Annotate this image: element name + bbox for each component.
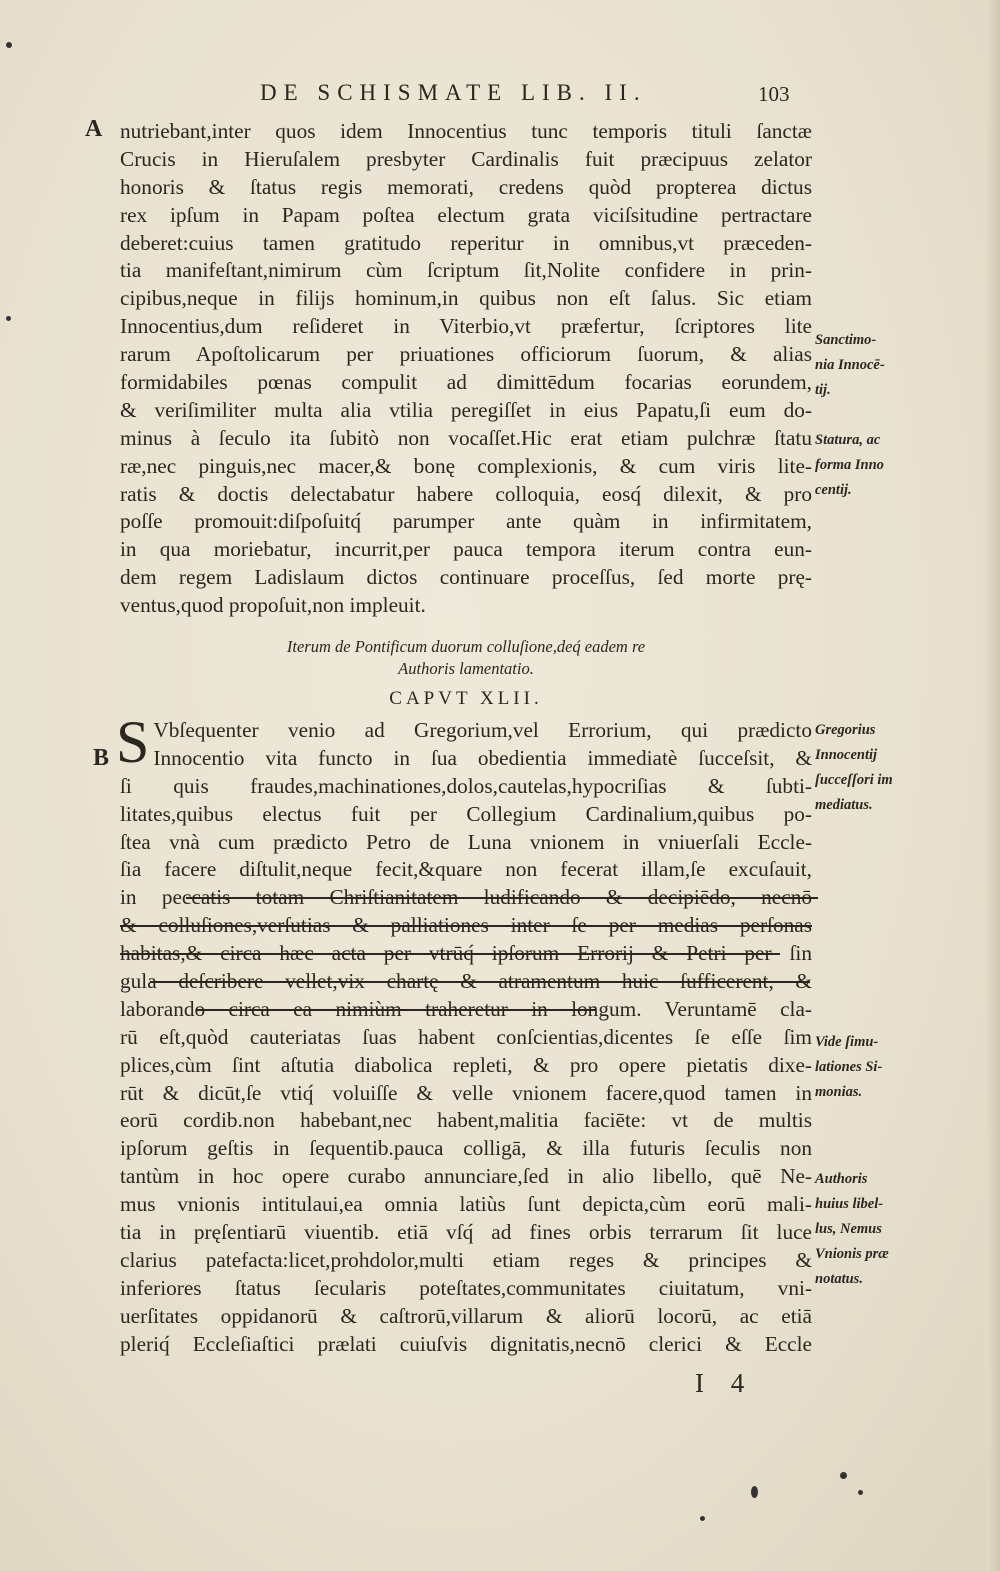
section-mark-b: B	[93, 745, 110, 771]
page-number: 103	[758, 82, 790, 106]
text-line: in peccatis totam Chriſtianitatem ludificando & decipiēdo, necnō	[120, 885, 812, 910]
body-text-part-1	[120, 118, 812, 620]
marginal-note-simulationes: Vide ſimu- lationes Si- monias.	[815, 1034, 883, 1100]
text-line: uerſitates oppidanorū & caſtrorū,villarum & aliorū locorū, ac etiā	[120, 1303, 812, 1328]
text-line: Innocentio vita functo in ſua obedientia immediatè ſucceſsit, &	[153, 745, 812, 770]
strikethrough-line	[186, 897, 818, 899]
ink-speck	[840, 1472, 847, 1479]
text-line: pleriq́ Eccleſiaſtici prælati cuiuſvis dignitatis,necnō clerici & Eccle	[120, 1331, 812, 1356]
body-text-part-2	[116, 709, 812, 1358]
text-line: gula deſcribere vellet,vix chartę & atramentum huic ſufficerent, &	[120, 969, 812, 994]
text-line: ræ,nec pinguis,nec macer,& bonę complexionis, & cum viris lite-	[120, 453, 812, 478]
text-line: minus à ſeculo ita ſubitò non vocaſſet.Hic erat etiam pulchræ ſtatu	[120, 425, 812, 450]
text-line: Vbſequenter venio ad Gregorium,vel Errorium, qui prædicto	[153, 718, 812, 742]
text-line: mus vnionis intitulaui,ea omnia latiùs ſunt depicta,cùm eorū mali-	[120, 1192, 812, 1217]
strikethrough-line	[120, 925, 812, 927]
text-line: cipibus,neque in filijs hominum,in quibus non eſt ſalus. Sic etiam	[120, 286, 812, 311]
ink-speck	[6, 316, 11, 321]
text-line: rūt & dicūt,ſe vtiq́ voluiſſe & velle vnionem facere,quod tamen in	[120, 1080, 812, 1105]
text-line: formidabiles pœnas compulit ad dimittēdum focarias eorundem,	[120, 370, 812, 395]
signature-mark: I 4	[695, 1368, 755, 1398]
chapter-number: CAPVT XLII.	[389, 688, 543, 709]
text-line: tia manifeſtant,nimirum cùm ſcriptum ſit,Nolite confidere in prin-	[120, 258, 812, 283]
text-line: rū eſt,quòd cauteriatas ſuas habent conſcientias,dicentes ſe eſſe ſim	[120, 1024, 812, 1049]
text-line: ipſorum geſtis in ſequentib.pauca colligā, & illa futuris ſeculis non	[120, 1136, 812, 1161]
ink-speck	[751, 1486, 758, 1498]
marginal-note-authoris: Authoris huius libel- lus, Nemus Vnionis præ notatus.	[815, 1171, 889, 1287]
strikethrough-line	[196, 1009, 596, 1011]
strikethrough-line	[120, 953, 780, 955]
text-line: inferiores ſtatus ſecularis poteſtates,communitates ciuitatum, vni-	[120, 1275, 812, 1300]
text-line: nutriebant,inter quos idem Innocentius tunc temporis tituli ſanctæ	[120, 119, 812, 143]
text-line: dem regem Ladislaum dictos continuare proceſſus, ſed morte prę-	[120, 565, 812, 590]
text-line: deberet:cuius tamen gratitudo reperitur in omnibus,vt præceden-	[120, 230, 812, 255]
section-mark-a: A	[85, 116, 103, 142]
text-line: rex ipſum in Papam poſtea electum grata viciſsitudine pertractare	[120, 202, 812, 227]
text-line: rarum Apoſtolicarum per priuationes officiorum ſuorum, & alias	[120, 342, 812, 367]
text-line: tia in pręſentiarū viuentib. etiā vſq́ ad fines orbis terrarum ſit luce	[120, 1220, 812, 1245]
ink-speck	[858, 1490, 863, 1495]
chapter-summary-line-2: Authoris lamentatio.	[398, 659, 534, 678]
running-title: DE SCHISMATE LIB. II.	[260, 80, 647, 105]
text-line: plices,cùm ſint aſtutia diabolica repleti, & pro opere pietatis dixe-	[120, 1052, 812, 1077]
text-line: clarius patefacta:licet,prohdolor,multi etiam reges & principes &	[120, 1247, 812, 1272]
marginal-note-sanctimonia: Sanctimo- nia Innocē- tij.	[815, 332, 885, 398]
text-line: poſſe promouit:diſpoſuitq́ parumper ante quàm in infirmitatem,	[120, 509, 812, 534]
ink-speck	[700, 1516, 705, 1521]
text-line: honoris & ſtatus regis memorati, credens quòd propterea dictus	[120, 174, 812, 199]
text-line: laborando circa ea nimiùm traheretur in longum. Veruntamē cla-	[120, 996, 812, 1021]
text-line: & colluſiones,verſutias & palliationes inter ſe per medias perſonas	[120, 913, 812, 938]
chapter-summary-line-1: Iterum de Pontificum duorum colluſione,deq́ eadem re	[286, 637, 646, 656]
text-line: Innocentius,dum reſideret in Viterbio,vt præfertur, ſcriptores lite	[120, 314, 812, 339]
text-line: ratis & doctis delectabatur habere colloquia, eosq́ dilexit, & pro	[120, 481, 812, 506]
marginal-note-gregorius: Gregorius Innocentij ſucceſſori im mediatus.	[815, 722, 893, 813]
text-line: habitas,& circa hæc acta per vtrūq́ ipſorum Errorij & Petri per ſin	[120, 941, 812, 966]
text-line: litates,quibus electus fuit per Collegium Cardinalium,quibus po-	[120, 801, 812, 826]
ink-speck	[6, 42, 12, 48]
chapter-heading	[120, 636, 812, 714]
drop-cap: S	[116, 709, 150, 775]
text-line: tantùm in hoc opere curabo annunciare,ſed in alio libello, quē Ne-	[120, 1164, 812, 1189]
text-line: Crucis in Hieruſalem presbyter Cardinalis fuit præcipuus zelator	[120, 146, 812, 171]
text-line: in qua moriebatur, incurrit,per pauca tempora iterum contra eun-	[120, 537, 812, 562]
text-line: & veriſimiliter multa alia vtilia peregiſſet in eius Papatu,ſi eum do-	[120, 397, 812, 422]
page-edge	[986, 0, 1000, 1571]
text-line: ſtea vnà cum prædicto Petro de Luna vnionem in vniuerſali Eccle-	[120, 829, 812, 854]
text-line: eorū cordib.non habebant,nec habent,malitia faciēte: vt de multis	[120, 1108, 812, 1133]
text-line: ſi quis fraudes,machinationes,dolos,cautelas,hypocriſias & ſubti-	[120, 773, 812, 798]
text-line: ſia facere diſtulit,neque fecit,&quare non fecerat illam,ſe excuſauit,	[120, 857, 812, 882]
text-line: ventus,quod propoſuit,non impleuit.	[120, 593, 426, 618]
marginal-note-statura: Statura, ac forma Inno centij.	[815, 432, 884, 498]
strikethrough-line	[150, 981, 810, 983]
